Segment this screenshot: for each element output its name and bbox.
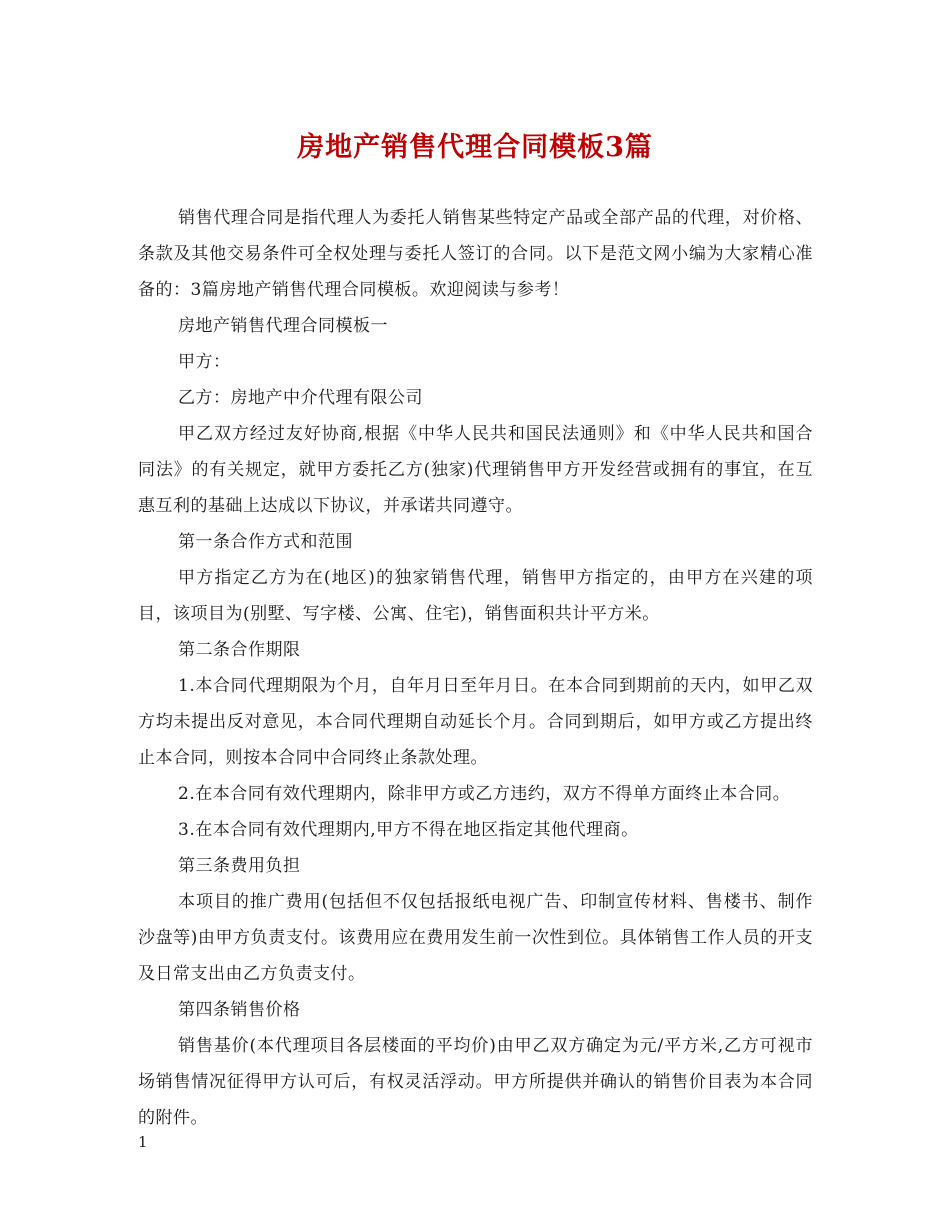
paragraph-article-4-body: 销售基价(本代理项目各层楼面的平均价)由甲乙双方确定为元/平方米,乙方可视市场销售情况征得甲方认可后，有权灵活浮动。甲方所提供并确认的销售价目表为本合同的附件。 xyxy=(138,1036,813,1128)
paragraph-article-1-body: 甲方指定乙方为在(地区)的独家销售代理，销售甲方指定的，由甲方在兴建的项目，该项目为(别墅、写字楼、公寓、住宅)，销售面积共计平方米。 xyxy=(138,568,813,624)
paragraph-preamble: 甲乙双方经过友好协商,根据《中华人民共和国民法通则》和《中华人民共和国合同法》的有关规定，就甲方委托乙方(独家)代理销售甲方开发经营或拥有的事宜，在互惠互利的基础上达成以下协议，并承诺共同遵守。 xyxy=(138,424,813,516)
document-title: 房地产销售代理合同模板3篇 xyxy=(297,132,653,163)
page-number: 1 xyxy=(138,1133,148,1151)
document-body xyxy=(138,200,813,1136)
paragraph-article-2-item-1: 1.本合同代理期限为个月，自年月日至年月日。在本合同到期前的天内，如甲乙双方均未提出反对意见，本合同代理期自动延长个月。合同到期后，如甲方或乙方提出终止本合同，则按本合同中合同终止条款处理。 xyxy=(138,676,813,768)
paragraph-party-a: 甲方： xyxy=(178,352,231,372)
paragraph-article-3-heading: 第三条费用负担 xyxy=(178,856,301,876)
paragraph-template-heading: 房地产销售代理合同模板一 xyxy=(178,316,388,336)
paragraph-intro: 销售代理合同是指代理人为委托人销售某些特定产品或全部产品的代理，对价格、条款及其他交易条件可全权处理与委托人签订的合同。以下是范文网小编为大家精心准备的：3篇房地产销售代理合同模板。欢迎阅读与参考！ xyxy=(138,208,813,300)
paragraph-article-3-body: 本项目的推广费用(包括但不仅包括报纸电视广告、印制宣传材料、售楼书、制作沙盘等)由甲方负责支付。该费用应在费用发生前一次性到位。具体销售工作人员的开支及日常支出由乙方负责支付。 xyxy=(138,892,813,984)
paragraph-article-2-item-3: 3.在本合同有效代理期内,甲方不得在地区指定其他代理商。 xyxy=(178,820,639,840)
paragraph-article-2-heading: 第二条合作期限 xyxy=(178,640,301,660)
paragraph-article-1-heading: 第一条合作方式和范围 xyxy=(178,532,353,552)
paragraph-article-4-heading: 第四条销售价格 xyxy=(178,1000,301,1020)
paragraph-article-2-item-2: 2.在本合同有效代理期内，除非甲方或乙方违约，双方不得单方面终止本合同。 xyxy=(178,784,791,804)
paragraph-party-b: 乙方：房地产中介代理有限公司 xyxy=(178,388,423,408)
